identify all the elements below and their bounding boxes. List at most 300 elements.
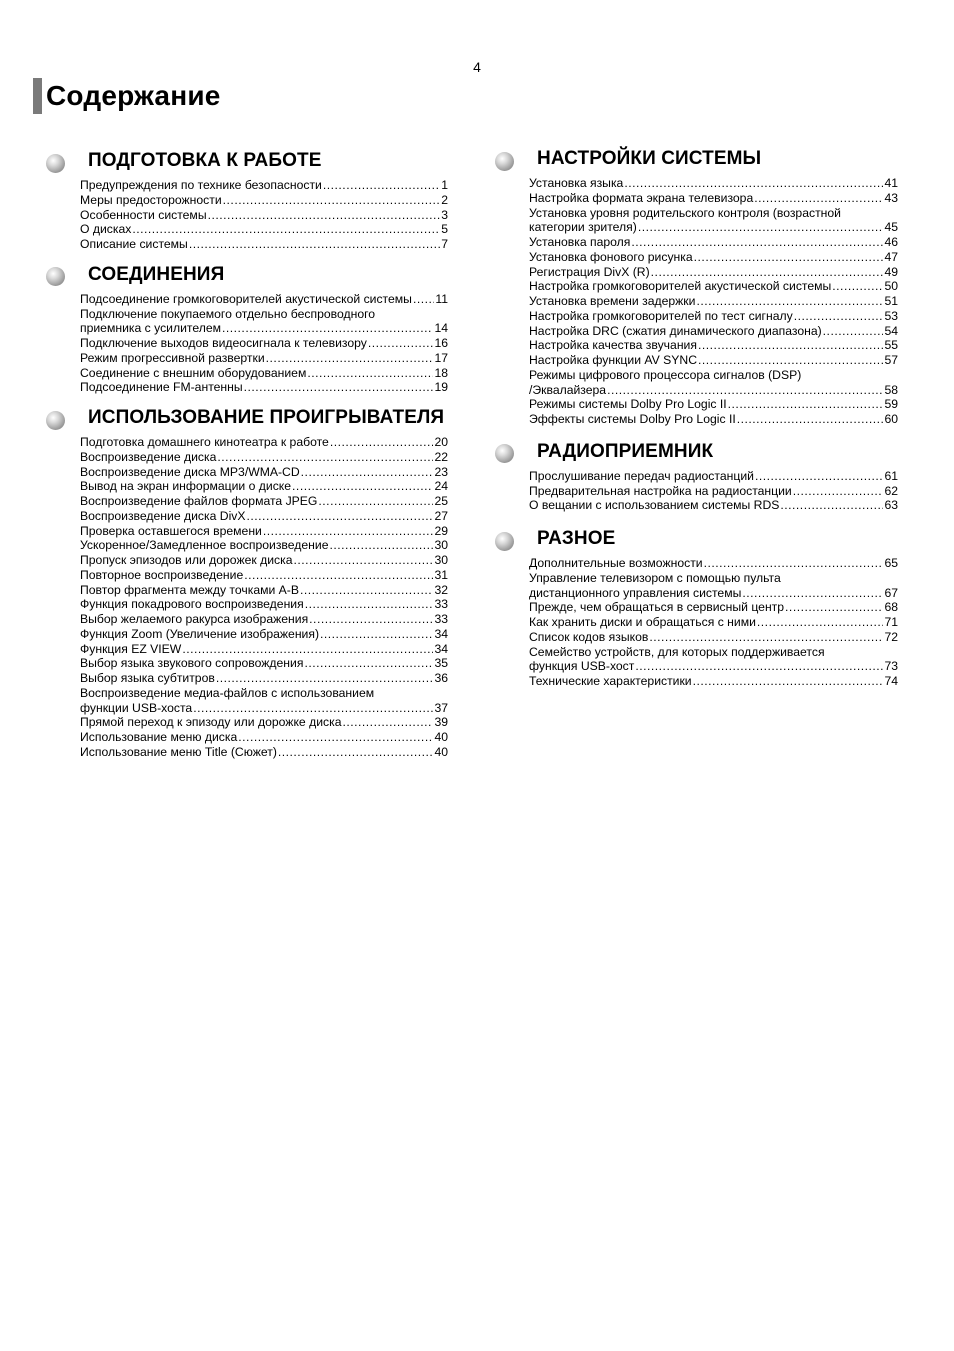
toc-entry-page: 33 [434,612,448,626]
dot-leader [193,701,433,716]
toc-entry-row [529,469,898,484]
toc-entry-page: 20 [434,435,448,449]
toc-entry-first-line: Управление телевизором с помощью пульта [529,570,781,585]
toc-entry-row [529,279,898,294]
toc-left-column [46,146,448,760]
page-title: Содержание [46,80,221,111]
dot-leader [635,659,883,674]
toc-entry[interactable] [529,556,898,571]
toc-entry-page: 7 [441,237,448,251]
toc-entry-page: 29 [434,523,448,538]
dot-leader [832,279,883,294]
toc-entry-row [529,191,898,206]
dot-leader [368,336,434,351]
toc-entry-label: Описание системы [80,237,188,251]
toc-entry-label: Прослушивание передач радиостанций [529,468,754,483]
toc-entry-label: Установка языка [529,176,624,190]
toc-entry-label: Проверка оставшегося времени [80,523,262,538]
toc-entry-row [80,553,448,568]
dot-leader [208,208,441,223]
toc-entry-row [80,178,448,193]
dot-leader [318,494,433,509]
dot-leader [244,380,434,395]
toc-entry-label: функции USB-хоста [80,700,193,715]
toc-entry-label: Соединение с внешним оборудованием [80,365,307,380]
dot-leader [216,671,434,686]
toc-entry[interactable] [80,178,448,193]
toc-entry-label: Повтор фрагмента между точками A-B [80,582,299,597]
toc-entry-first-line: Воспроизведение медиа-файлов с использованием [80,685,375,700]
toc-entry-page: 35 [434,656,448,671]
toc-entry[interactable] [80,597,448,612]
toc-entry-label: Воспроизведение диска MP3/WMA-CD [80,464,300,479]
toc-entry[interactable] [80,307,448,337]
dot-leader [694,250,884,265]
toc-entry-row [80,745,448,760]
toc-section [46,403,448,760]
toc-entry-list [529,176,898,427]
toc-entry-row [80,538,448,553]
toc-entry-page: 16 [434,336,448,350]
toc-entry-label: Установка пароля [529,235,631,249]
section-title: ИСПОЛЬЗОВАНИЕ ПРОИГРЫВАТЕЛЯ [88,407,445,428]
toc-entry-page: 74 [884,674,898,688]
toc-entry-page: 33 [434,597,448,612]
toc-entry[interactable] [80,237,448,252]
section-title: СОЕДИНЕНИЯ [88,263,225,285]
toc-entry-row [80,568,448,583]
toc-entry-label: О дисках [80,222,132,237]
toc-section [495,144,898,427]
toc-entry-row [80,450,448,465]
toc-entry-page: 49 [884,264,898,279]
toc-entry-row [80,336,448,351]
toc-entry-page: 27 [434,508,448,523]
toc-entry-label: дистанционного управления системы [529,585,742,600]
toc-entry[interactable] [80,351,448,366]
toc-entry-page: 40 [434,730,448,744]
toc-entry-list [80,292,448,395]
dot-leader [222,321,433,336]
toc-entry[interactable] [529,353,898,368]
toc-entry-page: 19 [434,380,448,395]
toc-entry-page: 65 [884,556,898,570]
toc-entry-label: Установка времени задержки [529,294,696,308]
dot-leader [755,469,883,484]
toc-entry[interactable] [80,583,448,598]
toc-entry-page: 72 [884,629,898,644]
toc-entry-row [529,324,898,339]
toc-entry-first-line: Режимы цифрового процессора сигналов (DSP) [529,367,802,382]
toc-entry-label: Пропуск эпизодов или дорожек диска [80,553,293,567]
toc-entry-row [80,193,448,208]
toc-entry-row [529,600,898,615]
toc-entry-page: 31 [434,567,448,582]
toc-entry-page: 73 [884,659,898,674]
toc-entry-label: Меры предосторожности [80,192,222,207]
toc-entry-label: Дополнительные возможности [529,556,703,570]
toc-entry[interactable] [80,612,448,627]
dot-leader [238,730,433,745]
dot-leader [182,642,433,657]
dot-leader [300,583,433,598]
toc-entry-row [529,615,898,630]
toc-entry-row [80,208,448,223]
dot-leader [780,498,883,513]
toc-entry-list [80,178,448,252]
dot-leader [305,597,434,612]
dot-leader [754,191,883,206]
toc-entry-page: 30 [434,538,448,553]
toc-entry[interactable] [80,479,448,494]
toc-entry-label: категории зрителя) [529,220,637,235]
toc-entry-row [529,220,898,235]
dot-leader [698,338,883,353]
toc-entry[interactable] [80,222,448,237]
toc-entry-row [80,351,448,366]
dot-leader [638,220,884,235]
toc-entry-label: Выбор языка звукового сопровождения [80,656,304,671]
dot-leader [323,178,440,193]
toc-entry[interactable] [80,509,448,524]
toc-entry-row [80,642,448,657]
toc-entry[interactable] [529,571,898,601]
toc-entry-row [529,674,898,689]
dot-leader [309,612,433,627]
dot-leader [624,176,883,191]
toc-entry-row [80,494,448,509]
section-title: ПОДГОТОВКА К РАБОТЕ [88,150,322,171]
bullet-circle-icon [46,267,65,286]
dot-leader [785,600,883,615]
toc-entry[interactable] [529,615,898,630]
toc-entry[interactable] [529,294,898,309]
toc-entry-label: Повторное воспроизведение [80,567,244,582]
toc-entry[interactable] [529,324,898,339]
toc-entry-page: 14 [434,321,448,336]
dot-leader [330,435,434,450]
toc-entry-row [529,235,898,250]
toc-entry-row [529,338,898,353]
toc-entry-label: /Эквалайзера [529,382,607,397]
toc-entry[interactable] [80,553,448,568]
toc-entry[interactable] [80,494,448,509]
toc-entry-row [80,583,448,598]
toc-entry-page: 23 [434,464,448,479]
dot-leader [223,193,441,208]
toc-entry[interactable] [80,465,448,480]
toc-entry-label: Настройка качества звучания [529,338,697,353]
toc-entry-list [529,469,898,513]
dot-leader [696,294,883,309]
toc-entry-row [529,498,898,513]
toc-entry-label: Воспроизведение файлов формата JPEG [80,494,318,508]
toc-entry-row [80,612,448,627]
toc-entry-row [529,659,898,674]
toc-entry[interactable] [529,176,898,191]
toc-entry-page: 45 [884,220,898,235]
toc-entry-label: Прямой переход к эпизоду или дорожке диска [80,715,342,730]
toc-entry-page: 62 [884,483,898,498]
dot-leader [728,397,884,412]
toc-entry[interactable] [529,645,898,675]
toc-entry-label: Использование меню Title (Сюжет) [80,744,277,759]
toc-entry[interactable] [529,265,898,280]
toc-entry-row [80,715,448,730]
toc-entry[interactable] [529,674,898,689]
dot-leader [263,524,434,539]
toc-entry[interactable] [529,368,898,398]
toc-entry-page: 59 [884,397,898,412]
toc-entry-page: 22 [434,449,448,464]
toc-entry[interactable] [80,671,448,686]
toc-entry-row [529,586,898,601]
dot-leader [292,479,433,494]
toc-entry-page: 46 [884,235,898,249]
toc-entry-page: 2 [441,192,448,207]
toc-entry-label: Как хранить диски и обращаться с ними [529,615,756,629]
toc-entry-row [80,479,448,494]
dot-leader [342,715,433,730]
dot-leader [329,538,433,553]
toc-entry[interactable] [80,627,448,642]
dot-leader [244,568,433,583]
toc-entry-label: Подготовка домашнего кинотеатра к работе [80,435,329,449]
toc-entry-page: 24 [434,479,448,494]
toc-entry[interactable] [80,380,448,395]
toc-entry-list [529,556,898,689]
dot-leader [698,353,883,368]
toc-entry[interactable] [529,630,898,645]
toc-entry-row [529,309,898,324]
toc-entry[interactable] [80,366,448,381]
toc-entry-page: 40 [434,744,448,759]
toc-entry-label: Функция EZ VIEW [80,641,182,656]
toc-entry-page: 67 [884,585,898,600]
toc-entry-page: 58 [884,382,898,397]
toc-entry-page: 32 [434,582,448,597]
toc-entry-label: Подсоединение громкоговорителей акустической системы [80,291,412,306]
toc-entry-page: 53 [884,308,898,323]
dot-leader [304,656,433,671]
page-title-block [33,78,221,114]
dot-leader [266,351,434,366]
toc-entry-label: Режимы системы Dolby Pro Logic II [529,397,727,412]
toc-entry-row [80,321,448,336]
toc-entry[interactable] [529,469,898,484]
toc-entry[interactable] [529,412,898,427]
toc-entry-row [529,484,898,499]
toc-entry-page: 18 [434,365,448,380]
toc-entry-first-line: Подключение покупаемого отдельно беспроводного [80,306,376,321]
page-number: 4 [473,59,481,75]
toc-entry-page: 34 [434,641,448,656]
toc-entry-row [80,701,448,716]
toc-entry-label: Подключение выходов видеосигнала к телевизору [80,336,367,350]
toc-entry-label: Использование меню диска [80,730,238,744]
toc-entry[interactable] [529,191,898,206]
toc-entry-row [529,250,898,265]
dot-leader [189,237,440,252]
toc-entry-label: функция USB-хост [529,659,635,674]
toc-right-column [495,144,898,689]
dot-leader [793,484,884,499]
dot-leader [217,450,433,465]
dot-leader [757,615,884,630]
toc-entry-row [80,366,448,381]
dot-leader [132,222,440,237]
dot-leader [607,383,883,398]
toc-section [46,260,448,395]
toc-entry[interactable] [80,656,448,671]
toc-entry-page: 54 [884,323,898,338]
toc-entry[interactable] [80,568,448,583]
toc-entry-label: Регистрация DivX (R) [529,264,650,279]
toc-entry-page: 30 [434,553,448,567]
toc-entry-row [529,176,898,191]
toc-entry[interactable] [80,435,448,450]
toc-entry-page: 3 [441,207,448,222]
toc-entry-row [529,630,898,645]
toc-entry-label: Предварительная настройка на радиостанции [529,483,792,498]
section-title: РАДИОПРИЕМНИК [537,440,714,462]
toc-entry-label: Функция Zoom (Увеличение изображения) [80,626,320,641]
toc-entry-label: Особенности системы [80,207,207,222]
toc-entry[interactable] [529,397,898,412]
toc-entry-label: Ускоренное/Замедленное воспроизведение [80,538,329,553]
toc-entry-row [529,265,898,280]
section-header [495,437,898,467]
toc-entry-page: 71 [884,615,898,629]
toc-entry-page: 55 [884,338,898,353]
title-accent-bar [33,78,42,114]
dot-leader [320,627,433,642]
toc-entry-row [80,435,448,450]
toc-entry-page: 50 [884,279,898,294]
toc-entry-page: 47 [884,249,898,264]
toc-entry-page: 5 [441,222,448,237]
toc-entry-row [80,509,448,524]
toc-entry-page: 60 [884,412,898,426]
toc-entry-page: 36 [434,671,448,685]
toc-entry-label: О вещании с использованием системы RDS [529,498,780,513]
bullet-circle-icon [46,411,65,430]
toc-entry-row [80,730,448,745]
toc-entry[interactable] [529,338,898,353]
toc-entry-page: 68 [884,600,898,615]
dot-leader [631,235,883,250]
dot-leader [301,465,434,480]
toc-entry-page: 57 [884,353,898,367]
dot-leader [693,674,884,689]
toc-entry[interactable] [80,642,448,657]
toc-entry-row [529,294,898,309]
toc-entry-page: 37 [434,700,448,715]
dot-leader [794,309,884,324]
toc-entry[interactable] [80,524,448,539]
toc-entry-row [80,627,448,642]
toc-entry-label: Вывод на экран информации о диске [80,479,292,494]
toc-entry[interactable] [529,484,898,499]
toc-entry[interactable] [80,336,448,351]
dot-leader [651,265,884,280]
toc-entry[interactable] [529,309,898,324]
toc-section [495,524,898,689]
toc-entry-label: Технические характеристики [529,674,692,688]
toc-entry-label: Функция покадрового воспроизведения [80,597,304,612]
toc-entry-page: 39 [434,715,448,730]
toc-entry-label: Режим прогрессивной развертки [80,350,265,365]
toc-entry-page: 51 [884,294,898,308]
toc-entry[interactable] [80,450,448,465]
toc-entry[interactable] [80,193,448,208]
dot-leader [649,630,883,645]
toc-entry-row [80,292,448,307]
toc-entry-label: Список кодов языков [529,629,649,644]
toc-entry-label: Настройка DRC (сжатия динамического диапазона) [529,323,822,338]
toc-entry[interactable] [80,730,448,745]
toc-entry-label: Воспроизведение диска [80,449,217,464]
toc-entry[interactable] [529,279,898,294]
toc-entry-row [80,380,448,395]
toc-entry-label: Выбор языка субтитров [80,671,215,685]
toc-entry-label: Настройка громкоговорителей акустической системы [529,279,832,294]
toc-entry-row [529,556,898,571]
toc-entry[interactable] [529,498,898,513]
toc-entry-label: Прежде, чем обращаться в сервисный центр [529,600,785,615]
dot-leader [737,412,884,427]
toc-entry-row [80,656,448,671]
toc-entry-page: 61 [884,468,898,483]
toc-entry[interactable] [80,538,448,553]
toc-entry-page: 11 [435,291,448,306]
toc-entry[interactable] [529,250,898,265]
toc-entry-page: 43 [884,190,898,205]
toc-entry[interactable] [529,600,898,615]
toc-section [46,146,448,252]
toc-entry-page: 41 [884,176,898,190]
toc-entry-row [80,524,448,539]
toc-entry-row [529,353,898,368]
toc-entry-label: Подсоединение FM-антенны [80,380,243,395]
section-header [495,524,898,554]
toc-entry-row [80,465,448,480]
toc-entry-label: Предупреждения по технике безопасности [80,178,322,192]
dot-leader [742,586,883,601]
toc-entry[interactable] [529,235,898,250]
toc-entry[interactable] [529,206,898,236]
toc-entry-label: Настройка громкоговорителей по тест сигналу [529,308,793,323]
section-header [46,260,448,290]
dot-leader [278,745,434,760]
section-title: РАЗНОЕ [537,528,616,549]
toc-entry-list [80,435,448,760]
toc-entry[interactable] [80,715,448,730]
toc-entry-row [80,671,448,686]
toc-entry-page: 34 [434,626,448,641]
toc-entry[interactable] [80,292,448,307]
section-header [46,403,448,433]
dot-leader [307,366,433,381]
toc-entry-label: Выбор желаемого ракурса изображения [80,612,309,626]
toc-entry[interactable] [80,745,448,760]
toc-entry-label: приемника с усилителем [80,321,221,336]
toc-entry-row [80,597,448,612]
section-header [495,144,898,174]
toc-entry[interactable] [80,208,448,223]
toc-entry[interactable] [80,686,448,716]
dot-leader [704,556,884,571]
